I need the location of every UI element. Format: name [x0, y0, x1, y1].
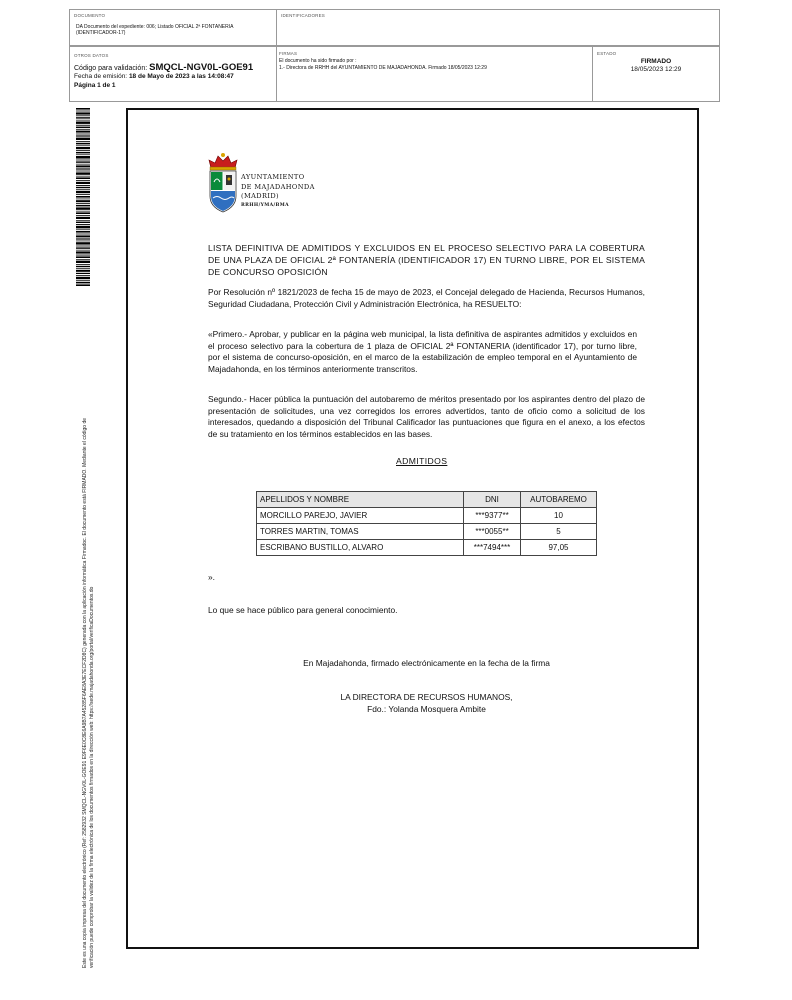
firma-line: En Majadahonda, firmado electrónicamente en la fecha de la firma — [303, 658, 550, 668]
firmas-line2: 1.- Directora de RRHH del AYUNTAMIENTO DE MAJADAHONDA. Firmado 18/05/2023 12:29 — [279, 65, 487, 71]
cell-nombre: TORRES MARTIN, TOMAS — [257, 524, 464, 540]
barcode — [76, 108, 90, 286]
codigo-value: SMQCL-NGV0L-GOE91 — [149, 62, 254, 73]
side-text-line1: Este es una copia impresa del documento electrónico (Ref: 2582932 SMQCL-NGV0L-GOE91 E9F6E0C8E6A9B7A45285F6AE8A3E7ECF2D8C) generada con la aplicación informática Firmadoc. El documento está FIRMADO. Mediante el código de — [82, 417, 88, 968]
logo-line1: AYUNTAMIENTO — [241, 173, 305, 181]
table-row — [257, 508, 597, 524]
col-header-nombre: APELLIDOS Y NOMBRE — [257, 492, 464, 508]
identificadores-label: IDENTIFICADORES — [281, 13, 326, 18]
logo-line2: DE MAJADAHONDA — [241, 182, 315, 191]
table-row — [257, 524, 597, 540]
header-otros-datos-box — [69, 46, 277, 102]
header-firmas-box — [276, 46, 593, 102]
primero-paragraph: «Primero.- Aprobar, y publicar en la página web municipal, la lista definitiva de aspirantes admitidos y excluidos en el proceso selectivo para la cobertura de 1 plaza de OFICIAL 2ª FONTANERIA (identificador 17), por turno libre, por el sistema de concurso-oposición, en el marco de la estabilización de empleo temporal en el Ayuntamiento de Majadahonda, en los términos anteriormente transcritos. — [208, 329, 637, 374]
resolution-intro: Por Resolución nº 1821/2023 de fecha 15 de mayo de 2023, el Concejal delegado de Hacienda, Recursos Humanos, Seguridad Ciudadana, Protección Civil y Administración Electrónica, ha RESUELTO: — [208, 287, 645, 309]
documento-text: DA Documento del expediente: 006; Listado OFICIAL 2ª FONTANERIA (IDENTIFICADOR-17) — [76, 24, 234, 36]
admitidos-table — [256, 491, 597, 556]
firmas-line1: El documento ha sido firmado por : — [279, 58, 357, 64]
side-text-line2: verificación puede comprobar la validez de la firma electrónica de los documentos firmados en la dirección web: https://sede.majadahonda.org/portal/verificaDocumentos.do — [89, 586, 95, 968]
col-header-dni: DNI — [464, 492, 521, 508]
firmante-text: Fdo.: Yolanda Mosquera Ambite — [367, 704, 486, 714]
estado-value: FIRMADO — [640, 58, 672, 65]
documento-label: DOCUMENTO — [74, 13, 106, 18]
cell-dni: ***0055** — [464, 524, 521, 540]
cell-autobaremo: 5 — [521, 524, 597, 540]
cell-nombre: MORCILLO PAREJO, JAVIER — [257, 508, 464, 524]
header-identificadores-box — [276, 9, 720, 46]
codigo-prefix: Código para validación: — [74, 65, 148, 72]
cell-autobaremo: 97,05 — [521, 540, 597, 556]
majadahonda-coat-of-arms-icon — [207, 152, 239, 214]
cell-nombre: ESCRIBANO BUSTILLO, ALVARO — [257, 540, 464, 556]
segundo-paragraph: Segundo.- Hacer pública la puntuación del autobaremo de méritos presentado por los aspirantes dentro del plazo de presentación de solicitudes, una vez corregidos los errores advertidos, tanto de oficio como a solicitud de los interesados, quedando a disposición del Tribunal Calificador las puntuaciones que figura en el anexo, a los efectos de su tratamiento en los términos establecidos en las bases. — [208, 394, 645, 439]
table-row — [257, 540, 597, 556]
pagina-label: Página 1 de 1 — [74, 82, 116, 89]
estado-fecha: 18/05/2023 12:29 — [630, 66, 682, 73]
cell-dni: ***7494*** — [464, 540, 521, 556]
otros-datos-label: OTROS DATOS — [74, 53, 109, 58]
admitidos-heading: ADMITIDOS — [396, 456, 448, 466]
cell-dni: ***9377** — [464, 508, 521, 524]
cell-autobaremo: 10 — [521, 508, 597, 524]
logo-line3: (MADRID) — [241, 192, 280, 200]
closing-quote: ». — [208, 572, 215, 582]
logo-text — [241, 173, 315, 209]
publico-text: Lo que se hace público para general conocimiento. — [208, 605, 398, 615]
fecha-value: 18 de Mayo de 2023 a las 14:08:47 — [128, 73, 234, 80]
fecha-prefix: Fecha de emisión: — [74, 73, 128, 80]
header-documento-box — [69, 9, 277, 46]
table-header-row — [257, 492, 597, 508]
side-verification-text — [82, 288, 96, 968]
header-estado-box — [592, 46, 720, 102]
document-title: LISTA DEFINITIVA DE ADMITIDOS Y EXCLUIDOS EN EL PROCESO SELECTIVO PARA LA COBERTURA DE UNA PLAZA DE OFICIAL 2ª FONTANERÍA (IDENTIFICADOR 17) EN TURNO LIBRE, POR EL SISTEMA DE CONCURSO OPOSICIÓN — [208, 243, 645, 277]
estado-label: ESTADO — [597, 51, 617, 56]
fecha-emision — [74, 73, 234, 80]
firmas-label: FIRMAS — [279, 51, 298, 56]
logo-ref: RRHH/YMA/BMA — [241, 202, 290, 208]
col-header-autobaremo: AUTOBAREMO — [521, 492, 597, 508]
codigo-validacion — [74, 62, 253, 73]
cargo-text: LA DIRECTORA DE RECURSOS HUMANOS, — [340, 692, 513, 702]
